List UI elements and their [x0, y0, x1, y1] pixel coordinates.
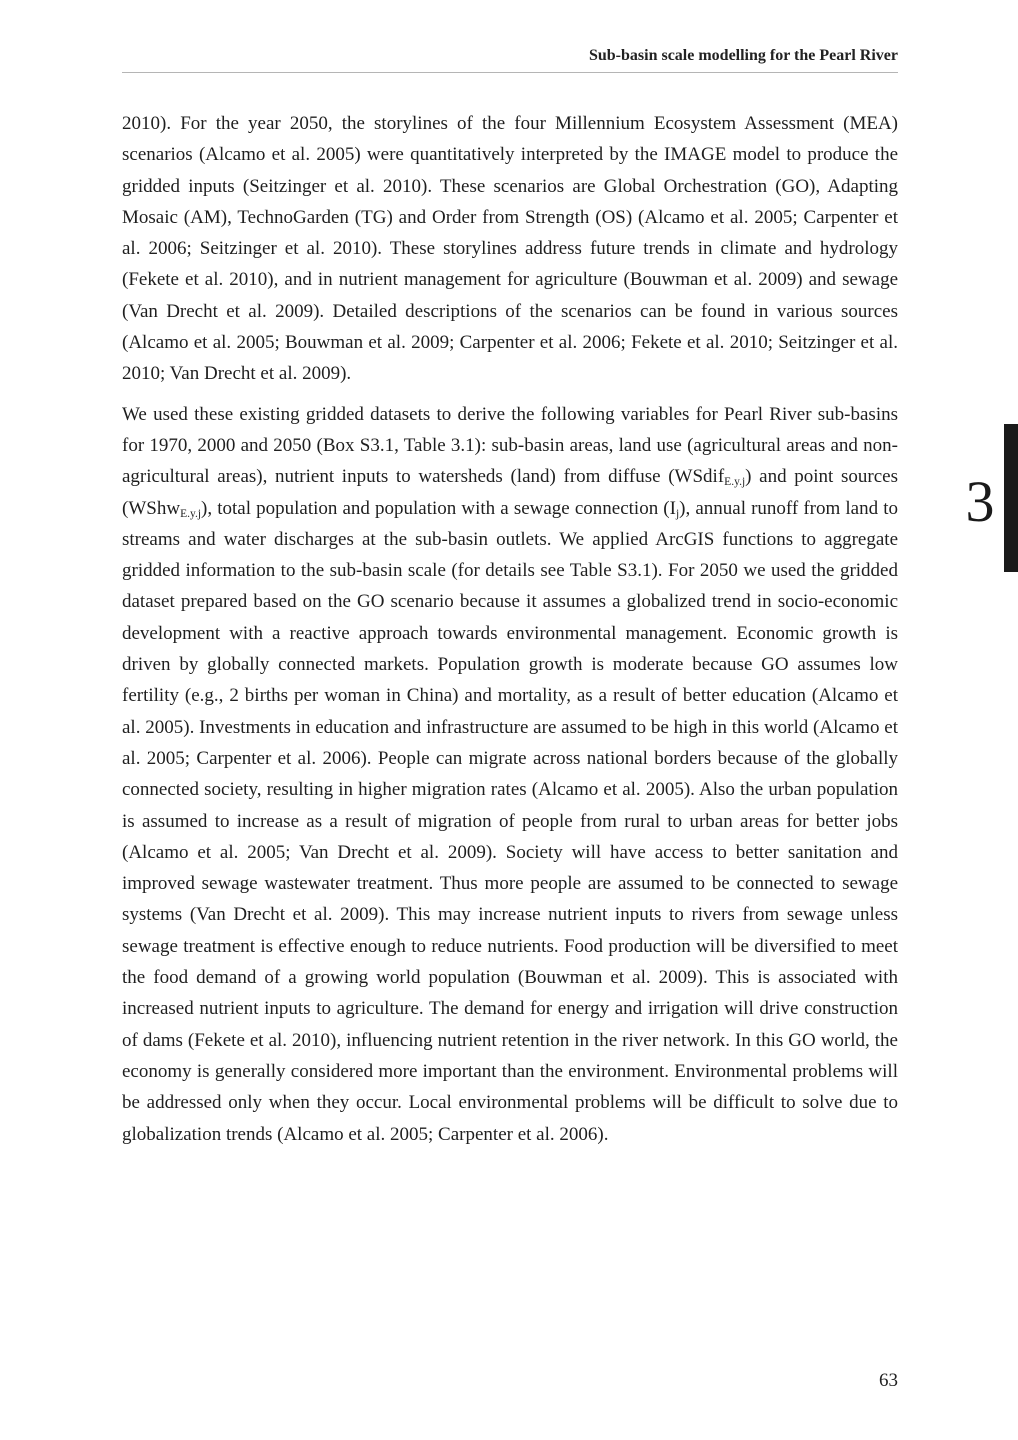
chapter-tab-bar — [1004, 424, 1018, 572]
paragraph-text-segment: ), total population and population with a sewage connection (I — [201, 497, 676, 519]
paragraph-scenarios: 2010). For the year 2050, the storylines of the four Millennium Ecosystem Assessment (MEA) scenarios (Alcamo et al. 2005) were quantitatively interpreted by the IMAGE model to produce the gridded inputs (Seitzinger et al. 2010). These scenarios are Global Orchestration (GO), Adapting Mosaic (AM), TechnoGarden (TG) and Order from Strength (OS) (Alcamo et al. 2005; Carpenter et al. 2006; Seitzinger et al. 2010). These storylines address future trends in climate and hydrology (Fekete et al. 2010), and in nutrient management for agriculture (Bouwman et al. 2009) and sewage (Van Drecht et al. 2009). Detailed descriptions of the scenarios can be found in various sources (Alcamo et al. 2005; Bouwman et al. 2009; Carpenter et al. 2006; Fekete et al. 2010; Seitzinger et al. 2010; Van Drecht et al. 2009). — [122, 113, 898, 385]
subscript: E.y.j — [180, 507, 202, 520]
page-number: 63 — [879, 1370, 898, 1391]
paragraph-text-segment: We used these existing gridded datasets to derive the following variables for Pearl River sub-basins for 1970, 2000 and 2050 (Box S3.1, Table 3.1): sub-basin areas, land use (agricultural areas and non-agricultural areas), nutrient inputs to watersheds (land) from diffuse (WSdif — [122, 403, 898, 488]
paragraph-text-segment: ), annual runoff from land to streams and water discharges at the sub-basin outlets. We applied ArcGIS functions to aggregate gridded information to the sub-basin scale (for details see Table S3.1). For 2050 we used the gridded dataset prepared based on the GO scenario because it assumes a globalized trend in socio-economic development with a reactive approach towards environmental management. Economic growth is driven by globally connected markets. Population growth is moderate because GO assumes low fertility (e.g., 2 births per woman in China) and mortality, as a result of better education (Alcamo et al. 2005). Investments in education and infrastructure are assumed to be high in this world (Alcamo et al. 2005; Carpenter et al. 2006). People can migrate across national borders because of the globally connected society, resulting in higher migration rates (Alcamo et al. 2005). Also the urban population is assumed to increase as a result of migration of people from rural to urban areas for better jobs (Alcamo et al. 2005; Van Drecht et al. 2009). Society will have access to better sanitation and improved sewage wastewater treatment. Thus more people are assumed to be connected to sewage systems (Van Drecht et al. 2009). This may increase nutrient inputs to rivers from sewage unless sewage treatment is effective enough to reduce nutrients. Food production will be diversified to meet the food demand of a growing world population (Bouwman et al. 2009). This is associated with increased nutrient inputs to agriculture. The demand for energy and irrigation will drive construction of dams (Fekete et al. 2010), influencing nutrient retention in the river network. In this GO world, the economy is generally considered more important than the environment. Environmental problems will be addressed only when they occur. Local environmental problems will be difficult to solve due to globalization trends (Alcamo et al. 2005; Carpenter et al. 2006). — [122, 497, 898, 1145]
paragraph-text-segment: ) and point sources (WShw — [122, 466, 898, 519]
running-header: Sub-basin scale modelling for the Pearl River — [588, 47, 898, 64]
body-text — [122, 108, 898, 1159]
header-divider — [122, 72, 898, 73]
subscript: j — [675, 507, 680, 520]
subscript: E.y.j — [724, 476, 746, 489]
paragraph-datasets — [122, 399, 898, 1150]
chapter-number: 3 — [965, 469, 995, 534]
